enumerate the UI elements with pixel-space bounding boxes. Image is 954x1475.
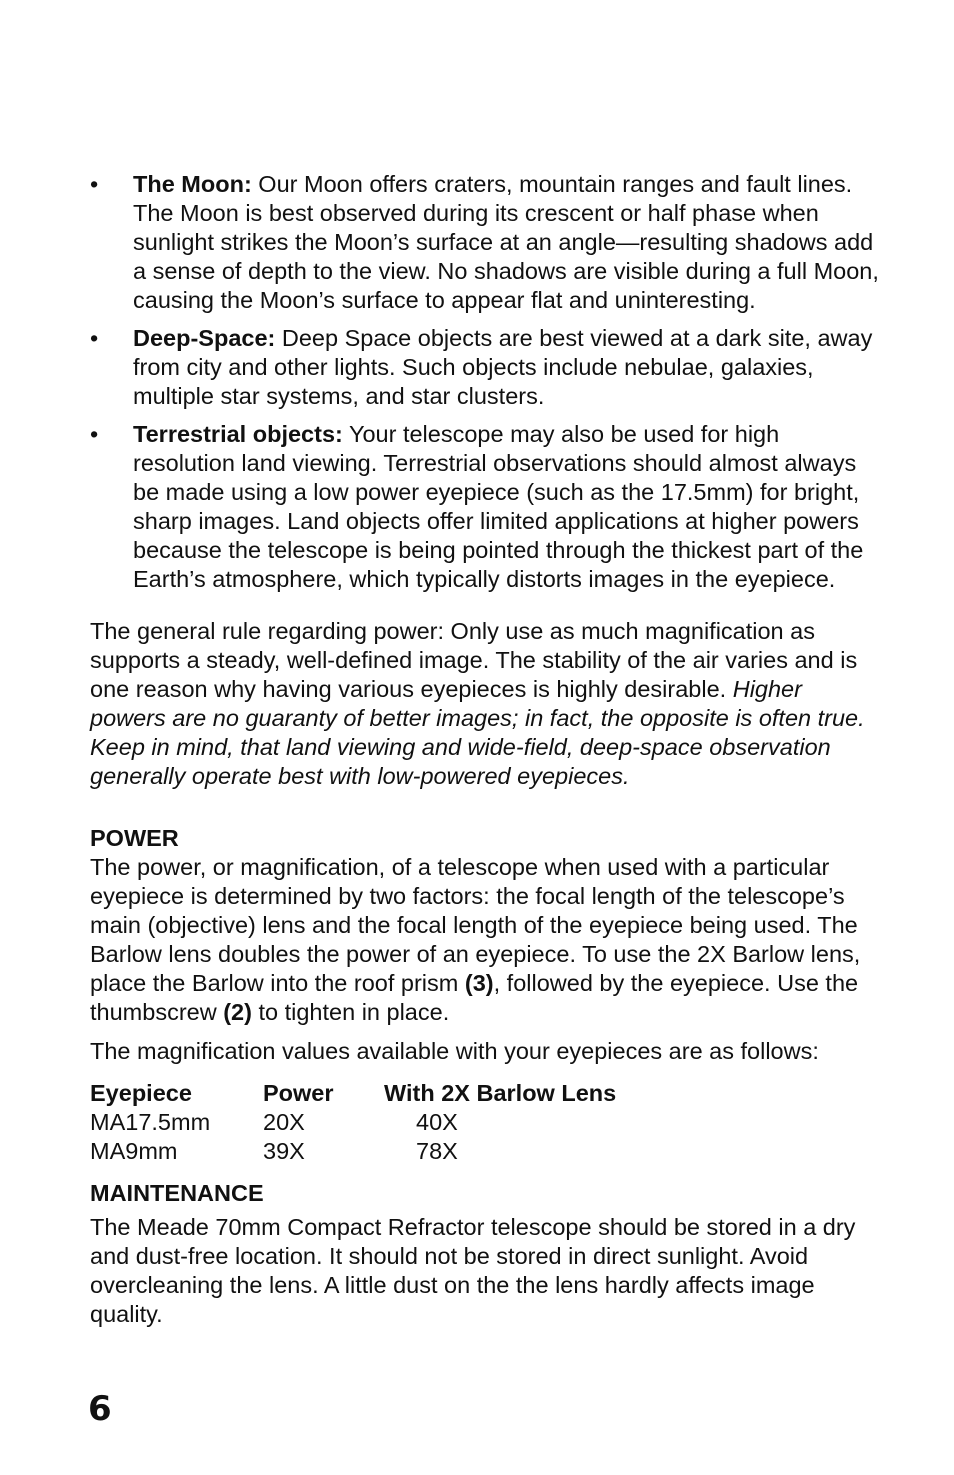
list-item-terrestrial [90, 420, 880, 594]
general-rule-italic: Higher powers are no guaranty of better images; in fact, the opposite is often true. Keep in mind, that land viewing and wide-field, deep-space observation generally operate best with low-powered eyepieces. [90, 676, 865, 789]
maintenance-paragraph: The Meade 70mm Compact Refractor telescope should be stored in a dry and dust-free location. It should not be stored in direct sunlight. Avoid overcleaning the lens. A little dust on the the lens hardly affects image quality. [90, 1214, 856, 1327]
general-rule-paragraph [90, 617, 880, 791]
bullet-marker: • [90, 421, 99, 447]
observing-list [90, 170, 880, 594]
list-item-deep-space [90, 324, 880, 411]
magnification-table [90, 1079, 616, 1166]
table-cell: MA9mm [90, 1138, 178, 1164]
list-item-text: Our Moon offers craters, mountain ranges and fault lines. The Moon is best observed during its crescent or half phase when sunlight strikes the Moon’s surface at an angle—resulting shadows add a sense of depth to the view. No shadows are visible during a full Moon, causing the Moon’s surface to appear flat and uninteresting. [133, 171, 879, 313]
general-rule-text: The general rule regarding power: Only use as much magnification as supports a steady, well-defined image. The stability of the air varies and is one reason why having various eyepieces is highly desirable. [90, 618, 858, 702]
power-text-1: The power, or magnification, of a telescope when used with a particular eyepiece is determined by two factors: the focal length of the telescope’s main (objective) lens and the focal length of the eyepiece being used. The Barlow lens doubles the power of an eyepiece. To use the 2X Barlow lens, place the Barlow into the roof prism [90, 854, 861, 996]
power-paragraph [90, 853, 880, 1027]
table-cell: 40X [416, 1109, 458, 1135]
thumbscrew-ref: (2) [223, 999, 252, 1025]
table-row [90, 1137, 616, 1166]
page-number: 6 [88, 1389, 112, 1429]
list-item-title: Deep-Space: [133, 325, 276, 351]
table-cell: 39X [263, 1138, 305, 1164]
list-item-title: The Moon: [133, 171, 252, 197]
table-cell: MA17.5mm [90, 1109, 211, 1135]
col-header-eyepiece: Eyepiece [90, 1080, 192, 1106]
list-item-moon [90, 170, 880, 315]
col-header-barlow: With 2X Barlow Lens [384, 1080, 617, 1106]
col-header-power: Power [263, 1080, 334, 1106]
page-content [90, 170, 880, 1329]
roof-prism-ref: (3) [464, 970, 494, 996]
power-heading: POWER [90, 825, 179, 851]
list-item-title: Terrestrial objects: [133, 421, 343, 447]
bullet-marker: • [90, 171, 99, 197]
maintenance-heading: MAINTENANCE [90, 1180, 264, 1206]
table-header-row [90, 1079, 616, 1108]
bullet-marker: • [90, 325, 99, 351]
power-text-2: , followed by the eyepiece. Use the thumbscrew [90, 970, 859, 1025]
list-item-text: Your telescope may also be used for high resolution land viewing. Terrestrial observations should almost always be made using a low power eyepiece (such as the 17.5mm) for bright, sharp images. Land objects offer limited applications at higher powers because the telescope is being pointed through the thickest part of the Earth’s atmosphere, which typically distorts images in the eyepiece. [133, 421, 864, 592]
table-cell: 20X [263, 1109, 305, 1135]
list-item-text: Deep Space objects are best viewed at a dark site, away from city and other lights. Such objects include nebulae, galaxies, multiple star systems, and star clusters. [133, 325, 873, 409]
power-text-3: to tighten in place. [251, 999, 450, 1025]
table-cell: 78X [416, 1138, 458, 1164]
table-row [90, 1108, 616, 1137]
magnification-intro: The magnification values available with your eyepieces are as follows: [90, 1038, 819, 1064]
